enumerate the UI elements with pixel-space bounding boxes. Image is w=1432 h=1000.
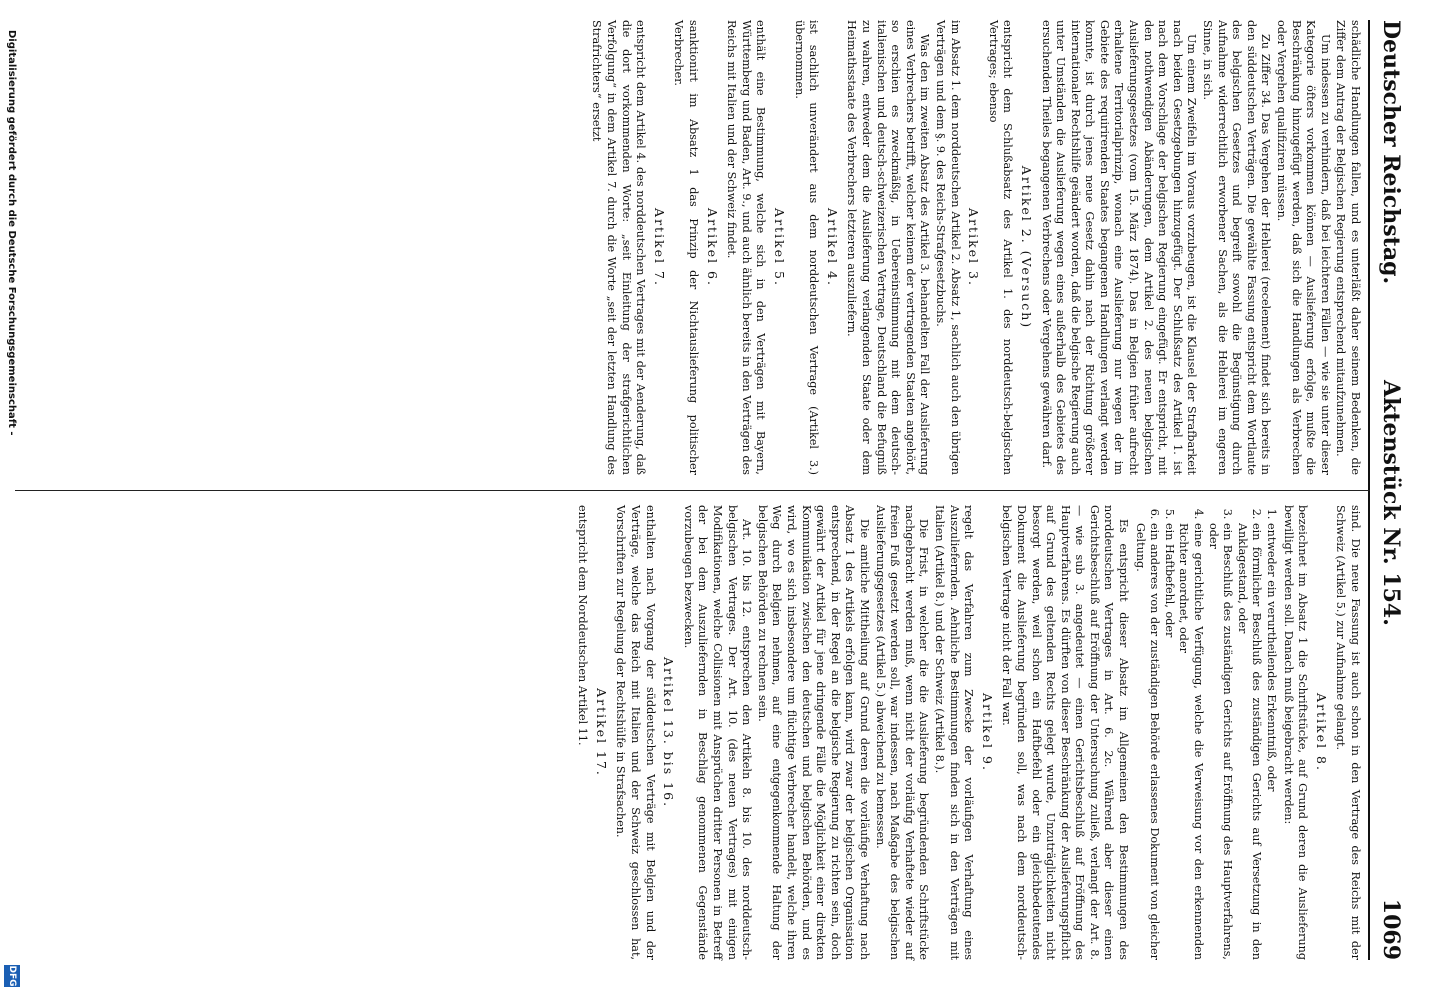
article-heading: Artikel 2. (Versuch): [1018, 165, 1034, 330]
paragraph: sind. Die neue Fassung ist auch schon in den Vertrage des Reichs mit der Schweiz (Artikel 5.) zur Aufnahme gelangt.: [1334, 505, 1362, 960]
column-divider: [15, 490, 1370, 491]
left-column: [588, 20, 1362, 475]
paragraph: Die amtliche Mittheilung auf Grund deren die vorläufige Verhaftung nach Absatz 1 des Artikels erfolgen kann, wird zwar der belgischen Organisation entsprechend, in der Regel an die belgische Regierung zu richten sein, doch gewährt der Artikel für jene dringende Fälle die Möglichkeit einer direkten Kommunikation zwischen den deutschen und belgischen Behörden, und es wird, wo es sich insbesondere um flüchtige Verbrecher handelt, welche ihren Weg durch Belgien nehmen, auf eine entgegenkommende Haltung der belgischen Behörden zu rechnen sein.: [755, 505, 871, 960]
paragraph: Zu Ziffer 34. Das Vergehen der Hehlerei (recelement) findet sich bereits in den süddeutschen Verträgen. Die gewählte Fassung entspricht dem Wortlaute des belgischen Gesetzes und begreift sowohl die Begünstigung durch Aufnahme widerrechtlich erworbener Sachen, als die Hehlerei im engeren Sinne, in sich.: [1201, 20, 1273, 475]
paragraph: bezeichnet im Absatz 1 die Schriftstücke, auf Grund deren die Auslieferung bewilligt werden soll. Danach muß beigebracht werden:: [1281, 505, 1310, 960]
paragraph: ist sachlich unverändert aus dem norddeutschen Vertrage (Artikel 3.) übernommen.: [792, 20, 821, 475]
article-heading: Artikel 3.: [966, 208, 982, 287]
list-item: 2. ein förmlicher Beschluß des zuständigen Gerichts auf Versetzung in den Anklagestand, oder: [1234, 523, 1263, 960]
article-heading: Artikel 13. bis 16.: [661, 656, 677, 809]
article-heading: Artikel 6.: [704, 208, 720, 287]
article-heading: Artikel 5.: [772, 208, 788, 287]
paragraph: regelt das Verfahren zum Zwecke der vorläufigen Verhaftung eines Auszuliefernden. Aehnliche Bestimmungen finden sich in den Verträgen mit Italien (Artikel 8.) und der Schweiz (Artikel 8.).: [932, 505, 976, 960]
paragraph: im Absatz 1. dem norddeutschen Artikel 2. Absatz 1, sachlich auch den übrigen Verträgen und dem §. 9. des Reichs-Strafgesetzbuchs.: [933, 20, 962, 475]
page-header: [1368, 20, 1410, 960]
paragraph: entspricht dem Schlußabsatz des Artikel 1. des norddeutsch-belgischen Vertrages; ebenso: [986, 20, 1015, 475]
paragraph: Um einem Zweifeln im Voraus vorzubeugen, ist die Klausel der Strafbarkeit nach beiden Gesetzgebungen hinzugefügt. Der Schlußsatz des Artikel 1. ist nach dem Vorschlage der belgischen Regierung eingefügt. Er entspricht, mit den nothwendigen Abänderungen, dem Artikel 2. des neuen belgischen Auslieferungsgesetzes (vom 15. März 1874). Das in Belgien früher aufrecht erhaltene Territorialprinzip, wonach eine Auslieferung nur wegen der im Gebiete des requirirenden Staates begangenen Handlungen verlangt werden konnte, ist durch jenes neue Gesetz dahin nach der Richtung größerer internationaler Rechtshilfe geändert worden, daß die belgische Regierung auch unter Umständen die Auslieferung wegen eines außerhalb des Gebietes des ersuchenden Theiles begangenen Verbrechens oder Vergehens gewähren darf.: [1039, 20, 1199, 475]
article-heading: Artikel 17.: [593, 688, 609, 777]
paragraph: entspricht dem Artikel 4. des norddeutschen Vertrages mit der Aenderung, daß die dort vorkommenden Worte: „seit Einleitung der strafgerichtlichen Verfolgung“ in dem Artikel 7. durch die Worte „seit der letzten Handlung des Strafrichters“ ersetzt: [590, 20, 648, 475]
article-heading: Artikel 7.: [651, 208, 667, 287]
dfg-logo: DFG: [4, 965, 20, 987]
header-publication: Deutscher Reichstag.: [1378, 20, 1404, 285]
document-list: [1132, 523, 1278, 960]
paragraph: sanktionirt im Absatz 1 das Prinzip der Nichtauslieferung politischer Verbrecher.: [672, 20, 701, 475]
article-heading: Artikel 9.: [979, 693, 995, 772]
article-heading: Artikel 4.: [824, 208, 840, 287]
list-item: 3. ein Beschluß des zuständigen Gerichts auf Eröffnung des Hauptverfahrens, oder: [1205, 523, 1234, 960]
paragraph: Es entspricht dieser Absatz im Allgemeinen den Bestimmungen des norddeutschen Vertrages in Art. 6. 2c. Während aber dieser einen Gerichtsbeschluß auf Eröffnung der Untersuchung zuließ, verlangt der Art. 8. — wie sub 3. angedeutet — einen Gerichtsbeschluß auf Eröffnung des Hauptverfahrens. Es dürften von dieser Beschränkung der Auslieferungspflicht auf Grund des geltenden Rechts gelegt wurde, Unzuträglichkeiten nicht besorgt werden, weil schon ein Haftbefehl oder ein gleichbedeutendes Dokument die Auslieferung begründen soll, was nach dem norddeutsch-belgischen Vertrage nicht der Fall war.: [1000, 505, 1131, 960]
paragraph: enthält eine Bestimmung, welche sich in den Verträgen mit Bayern, Württemberg und Baden, Art. 9., und auch ähnlich bereits in den Verträgen des Reichs mit Italien und der Schweiz findet.: [725, 20, 768, 475]
paragraph: Art. 10. bis 12. entsprechen den Artikeln 8. bis 10. des norddeutsch-belgischen Vertrages. Der Art. 10. (des neuen Vertrages) mit einigen Modifikationen, welche Collisionen mit Ansprüchen dritter Personen in Betreff der bei dem Auszuliefernden in Beschlag genommenen Gegenstände vorzubeugen bezwecken.: [681, 505, 754, 960]
article-heading: Artikel 8.: [1313, 693, 1329, 772]
list-item: 1. entweder ein verurtheilendes Erkenntniß, oder: [1263, 523, 1278, 960]
list-item: 4. eine gerichtliche Verfügung, welche die Verweisung vor den erkennenden Richter anordnet, oder: [1176, 523, 1205, 960]
digitization-credit: Digitalisierung gefördert durch die Deutsche Forschungsgemeinschaft -: [6, 30, 17, 436]
list-item: 5. ein Haftbefehl, oder: [1161, 523, 1176, 960]
paragraph: Was den im zweiten Absatz des Artikel 3. behandelten Fall der Auslieferung eines Verbrechers betrifft, welcher keinem der vertragenden Staaten angehört, so erschien es zweckmäßig, in Uebereinstimmung mit dem deutsch-italienischen und deutsch-schweizerischen Vertrage, Deutschland die Befugniß zu wahren, entweder dem die Auslieferung verlangenden Staate oder dem Heimathsstaate des Verbrechers letzteren auszuliefern.: [845, 20, 932, 475]
list-item: 6. ein anderes von der zuständigen Behörde erlassenes Dokument von gleicher Geltung.: [1132, 523, 1161, 960]
paragraph: enthalten nach Vorgang der süddeutschen Verträge mit Belgien und der Verträge, welche das Reich mit Italien und der Schweiz geschlossen hat, Vorschriften zur Regelung der Rechtshülfe in Strafsachen.: [614, 505, 657, 960]
header-document-number: Aktenstück Nr. 154.: [1378, 380, 1404, 626]
right-column: [574, 505, 1362, 960]
paragraph: Um indessen zu verhindern, daß bei leichteren Fällen — wie sie unter dieser Kategorie öfters vorkommen können — Auslieferung erfolge, mußte die Beschränkung hinzugefügt werden, daß sich die Handlungen als Verbrechen oder Vergehen qualifiziren müssen.: [1275, 20, 1332, 475]
paragraph: schädliche Handlungen fallen, und es unterläßt daher seinem Bedenken, die Ziffer dem Antrag der Belgischen Regierung entsprechend mitaufzunehmen.: [1334, 20, 1362, 475]
paragraph: Die Frist, in welcher die die Auslieferung begründenden Schriftstücke nachgebracht werden muß, wenn nicht der vorläufig Verhaftete wieder auf freien Fuß gesetzt werden soll, war indessen, nach Maßgabe des belgischen Auslieferungsgesetzes (Artikel 5.) abweichend zu bemessen.: [873, 505, 931, 960]
paragraph: entspricht dem Norddeutschen Artikel 11.: [576, 505, 590, 746]
header-page-number: 1069: [1378, 898, 1404, 960]
